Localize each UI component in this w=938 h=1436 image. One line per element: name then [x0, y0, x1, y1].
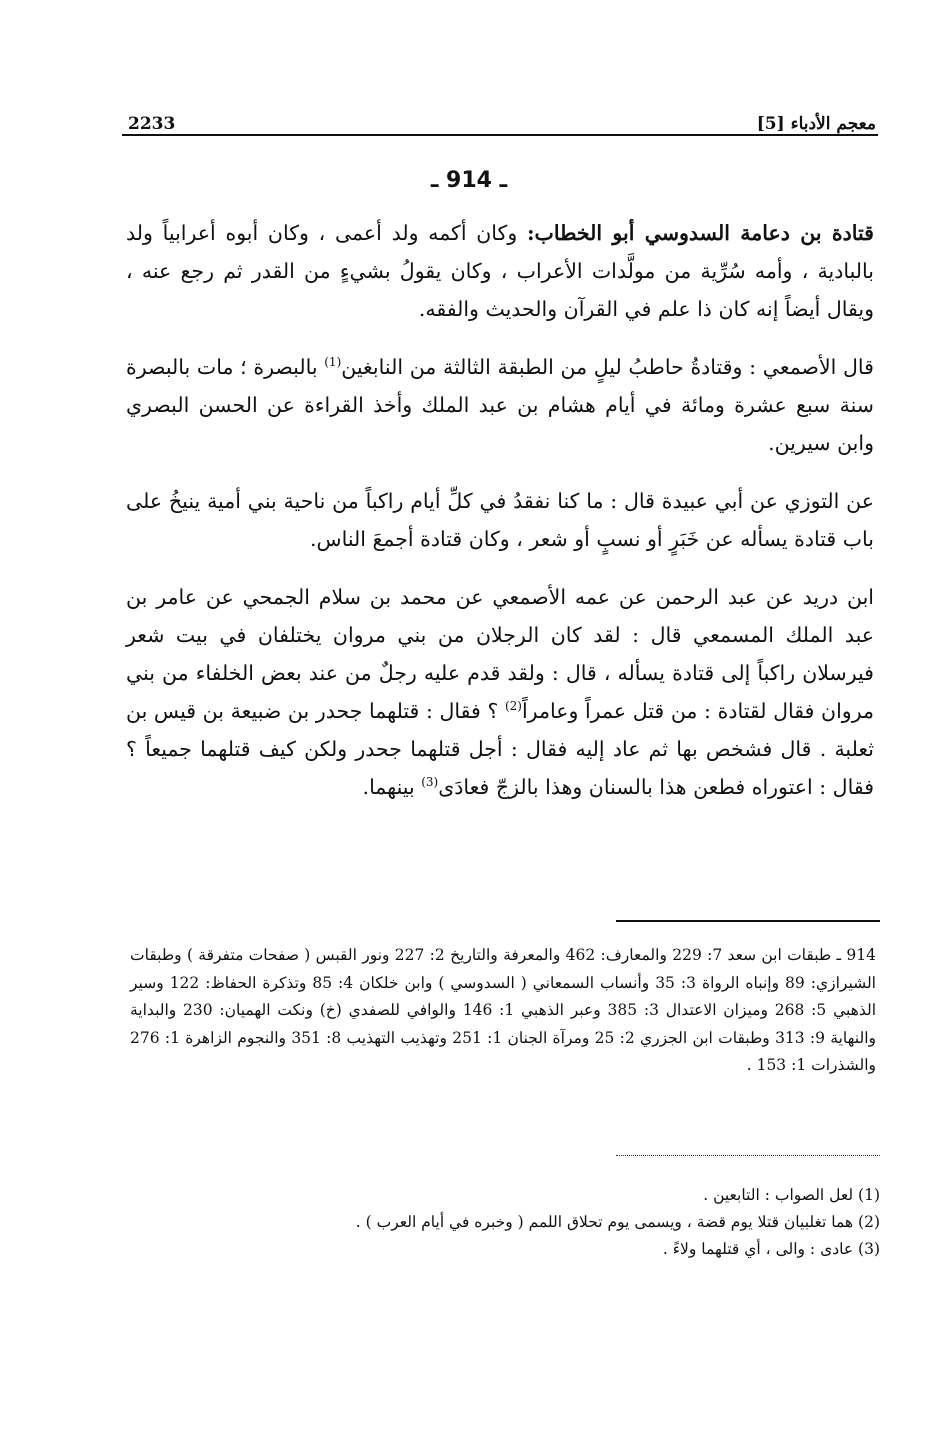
footnote-3: (3) عادى : والى ، أي قتلهما ولاءً . [662, 1240, 880, 1258]
footnote-ref: (2) [504, 699, 522, 714]
paragraph-3 [126, 482, 874, 558]
footnote-ref: (3) [421, 775, 439, 790]
paragraph-text: وكان أكمه ولد أعمى ، وكان أبوه أعرابياً ولد بالبادية ، وأمه سُرِّية من مولَّدات الأعراب ، وكان يقولُ بشيءٍ من القدر ثم رجع عنه ، ويقال أيضاً إنه كان ذا علم في القرآن والحديث والفقه. [126, 221, 874, 321]
paragraph-text: عن التوزي عن أبي عبيدة قال : ما كنا نفقدُ في كلِّ أيام راكباً من ناحية بني أمية ينيخُ على باب قتادة يسأله عن خَبَرٍ أو نسبٍ أو شعر ، وكان قتادة أجمعَ الناس. [126, 489, 874, 551]
sources-note [130, 942, 876, 1080]
entry-heading: قتادة بن دعامة السدوسي أبو الخطاب: [526, 221, 874, 245]
paragraph-text: ؟ فقال : قتلهما جحدر بن ضبيعة بن قيس بن ثعلبة . قال فشخص بها ثم عاد إليه فقال : أجل قتلهما جحدر ولكن كيف قتلهما جميعاً ؟ فقال : اعتوراه فطعن هذا بالسنان وهذا بالزجّ فعادَى [126, 699, 874, 799]
paragraph-2 [126, 348, 874, 462]
page-number: 2233 [128, 114, 176, 134]
footnote-rule [616, 920, 880, 922]
notes-rule [616, 1155, 880, 1156]
footnote-ref: (1) [324, 355, 342, 370]
running-header [128, 100, 876, 134]
paragraph-text: قال الأصمعي : وقتادةُ حاطبُ ليلٍ من الطبقة الثالثة من النابغين [341, 355, 874, 379]
book-title: معجم الأدباء [5] [756, 114, 876, 134]
header-rule [122, 134, 878, 136]
paragraph-text: بينهما. [362, 775, 422, 799]
entry-body [126, 214, 874, 826]
entry-number: ـ 914 ـ [430, 168, 508, 193]
footnote-1: (1) لعل الصواب : التابعين . [703, 1186, 880, 1204]
paragraph-1 [126, 214, 874, 328]
sources-text: 914 ـ طبقات ابن سعد 7: 229 والمعارف: 462 والمعرفة والتاريخ 2: 227 ونور القبس ( صفحات متفرقة ) وطبقات الشيرازي: 89 وإنباه الرواة 3: 35 وأنساب السمعاني ( السدوسي ) وابن خلكان 4: 85 وتذكرة الحفاظ: 122 وسير الذهبي 5: 268 وميزان الاعتدال 3: 385 وعبر الذهبي 1: 146 والوافي للصفدي (خ) ونكت الهميان: 230 والبداية والنهاية 9: 313 وطبقات ابن الجزري 2: 25 ومرآة الجنان 1: 251 وتهذيب التهذيب 8: 351 والنجوم الزاهرة 1: 276 والشذرات 1: 153 . [130, 946, 877, 1074]
footnotes [130, 1182, 880, 1263]
footnote-2: (2) هما تغلبيان قتلا يوم قضة ، ويسمى يوم تحلاق اللمم ( وخبره في أيام العرب ) . [355, 1213, 880, 1231]
paragraph-4 [126, 578, 874, 806]
paragraph-text: ابن دريد عن عبد الرحمن عن عمه الأصمعي عن محمد بن سلام الجمحي عن عامر بن عبد الملك المسمعي قال : لقد كان الرجلان من بني مروان يختلفان في بيت شعر فيرسلان راكباً إلى قتادة يسأله ، قال : ولقد قدم عليه رجلٌ من عند بعض الخلفاء من بني مروان فقال لقتادة : من قتل عمراً وعامراً [126, 585, 874, 723]
paragraph-text: بالبصرة ؛ مات بالبصرة سنة سبع عشرة ومائة في أيام هشام بن عبد الملك وأخذ القراءة عن الحسن البصري وابن سيرين. [126, 355, 874, 455]
